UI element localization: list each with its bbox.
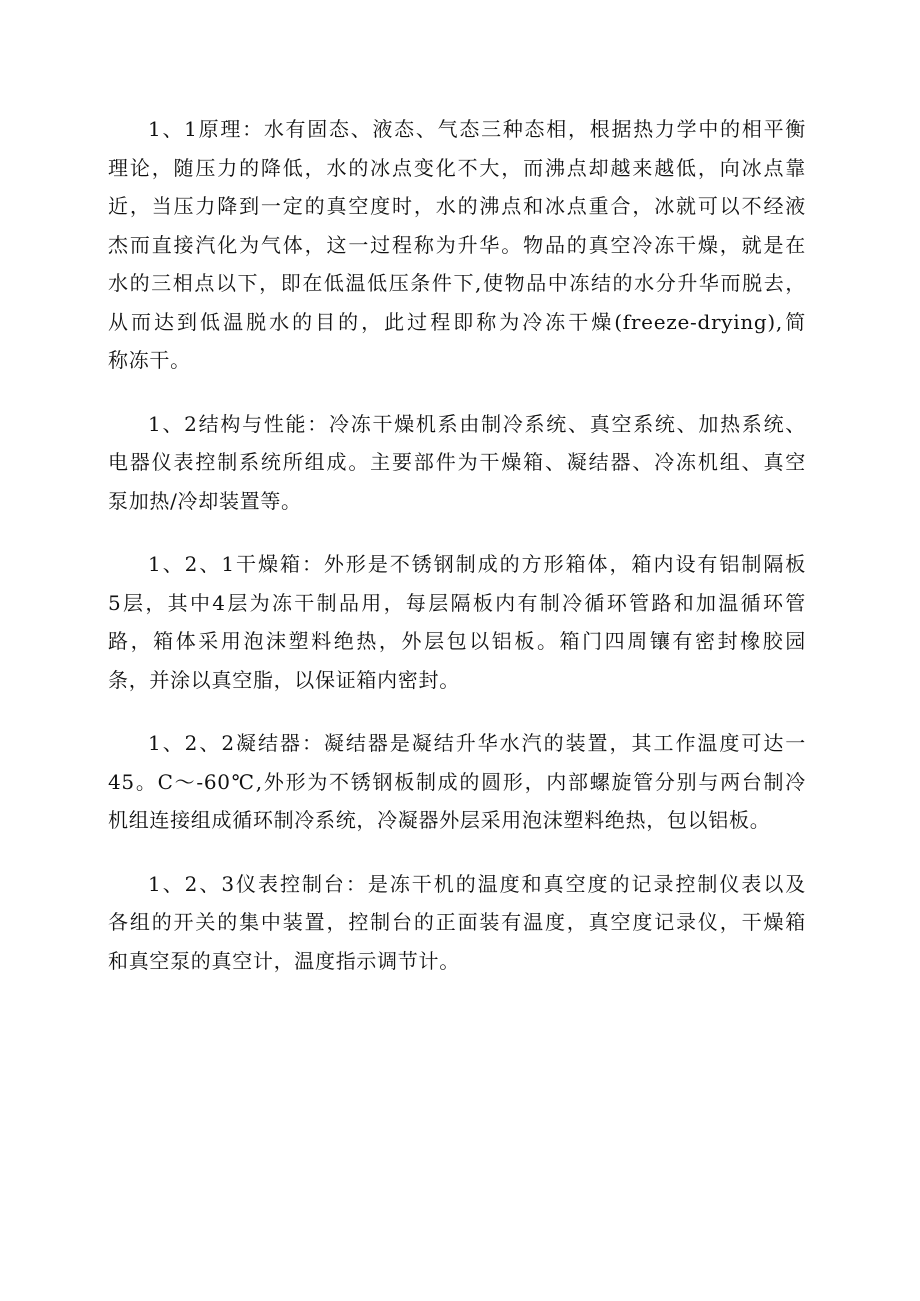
paragraph-condenser <box>108 724 806 840</box>
text-line: 称冻干。 <box>108 348 191 372</box>
paragraph-drying-chamber <box>108 545 806 699</box>
text-line: 泵加热/冷却装置等。 <box>108 488 302 513</box>
text-line: 水的三相点以下，即在低温低压条件下,使物品中冻结的水分升华而脱去， <box>108 271 806 295</box>
text-line: 机组连接组成循环制冷系统，冷凝器外层采用泡沫塑料绝热，包以铝板。 <box>108 808 771 832</box>
text-line: 路，箱体采用泡沫塑料绝热，外层包以铝板。箱门四周镶有密封橡胶园 <box>108 629 806 653</box>
text-line: 条，并涂以真空脂，以保证箱内密封。 <box>108 667 460 692</box>
document-page <box>108 110 806 1005</box>
text-line: 从而达到低温脱水的目的，此过程即称为冷冻干燥(freeze-drying),简 <box>108 309 806 334</box>
paragraph-control-panel <box>108 865 806 981</box>
text-line: 电器仪表控制系统所组成。主要部件为干燥箱、凝结器、冷冻机组、真空 <box>108 450 806 474</box>
text-line: 理论，随压力的降低，水的冰点变化不大，而沸点却越来越低，向冰点靠 <box>108 155 806 180</box>
text-line: 1、1原理：水有固态、液态、气态三种态相，根据热力学中的相平衡 <box>148 117 806 141</box>
text-line: 1、2、2凝结器：凝结器是凝结升华水汽的装置，其工作温度可达一 <box>148 731 806 755</box>
text-line: 近，当压力降到一定的真空度时，水的沸点和冰点重合，冰就可以不经液 <box>108 194 806 218</box>
paragraph-structure <box>108 405 806 521</box>
text-line: 1、2、1干燥箱：外形是不锈钢制成的方形箱体，箱内设有铝制隔板 <box>148 552 806 576</box>
text-line: 杰而直接汽化为气体，这一过程称为升华。物品的真空冷冻干燥，就是在 <box>108 232 806 257</box>
text-line: 1、2结构与性能：冷冻干燥机系由制冷系统、真空系统、加热系统、 <box>148 411 806 436</box>
text-line: 1、2、3仪表控制台：是冻干机的温度和真空度的记录控制仪表以及 <box>148 871 806 896</box>
text-line: 和真空泵的真空计，温度指示调节计。 <box>108 948 460 973</box>
text-line: 各组的开关的集中装置，控制台的正面装有温度，真空度记录仪，干燥箱 <box>108 910 806 934</box>
text-line: 5层，其中4层为冻干制品用，每层隔板内有制冷循环管路和加温循环管 <box>108 590 806 615</box>
text-line: 45。C～-60℃,外形为不锈钢板制成的圆形，内部螺旋管分别与两台制冷 <box>108 769 806 794</box>
paragraph-principle <box>108 110 806 380</box>
